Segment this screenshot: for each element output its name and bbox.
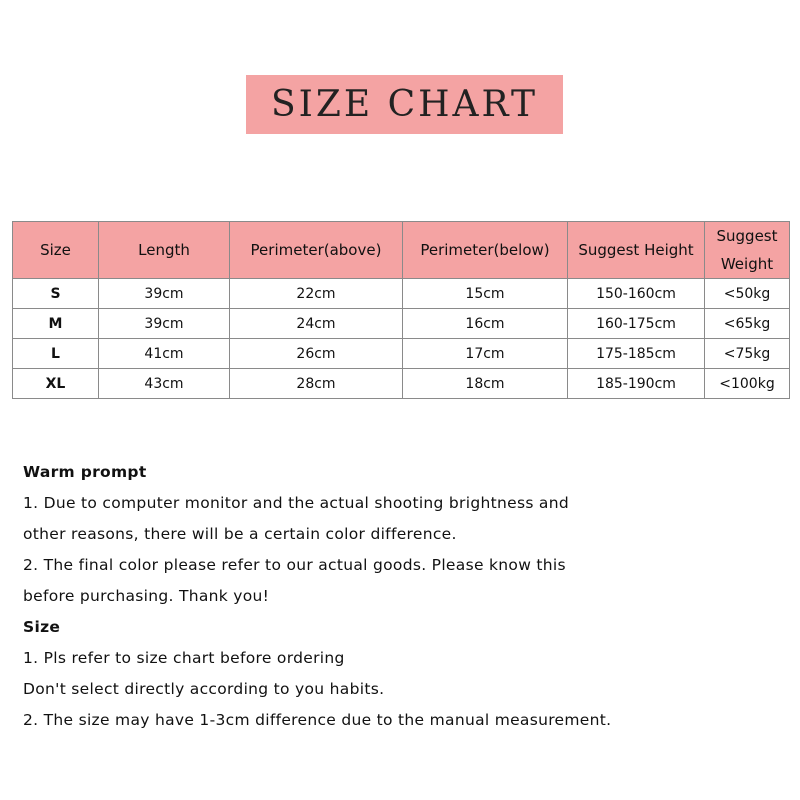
table-cell-height: 150-160cm [568,279,705,309]
table-cell-perimeter-above: 24cm [230,309,403,339]
table-cell-weight: <65kg [705,309,790,339]
table-cell-perimeter-below: 15cm [403,279,568,309]
table-cell-height: 175-185cm [568,339,705,369]
table-cell-size: M [13,309,99,339]
page-title: SIZE CHART [270,84,539,125]
table-row [13,369,790,399]
table-cell-length: 41cm [99,339,230,369]
table-row [13,339,790,369]
table-row [13,279,790,309]
header-suggest-height: Suggest Height [568,222,705,279]
warm-prompt-heading: Warm prompt [23,463,147,481]
table-cell-length: 39cm [99,279,230,309]
header-perimeter-above: Perimeter(above) [230,222,403,279]
table-cell-perimeter-below: 16cm [403,309,568,339]
size-chart-table [12,221,790,399]
header-length: Length [99,222,230,279]
warm-prompt-line: before purchasing. Thank you! [23,587,270,605]
table-cell-weight: <100kg [705,369,790,399]
table-cell-height: 185-190cm [568,369,705,399]
size-note-line: Don't select directly according to you habits. [23,680,385,698]
warm-prompt-line: 2. The final color please refer to our actual goods. Please know this [23,556,566,574]
table-cell-perimeter-above: 22cm [230,279,403,309]
warm-prompt-line: other reasons, there will be a certain color difference. [23,525,457,543]
header-perimeter-below: Perimeter(below) [403,222,568,279]
size-note-line: 2. The size may have 1-3cm difference due to the manual measurement. [23,711,612,729]
table-cell-height: 160-175cm [568,309,705,339]
table-cell-size: L [13,339,99,369]
size-heading: Size [23,618,61,636]
notes-section [23,457,793,736]
header-size: Size [13,222,99,279]
size-chart-title-banner [246,75,563,134]
table-cell-weight: <75kg [705,339,790,369]
warm-prompt-line: 1. Due to computer monitor and the actual shooting brightness and [23,494,569,512]
table-cell-length: 43cm [99,369,230,399]
table-cell-perimeter-above: 26cm [230,339,403,369]
table-cell-perimeter-above: 28cm [230,369,403,399]
size-note-line: 1. Pls refer to size chart before ordering [23,649,345,667]
table-cell-perimeter-below: 17cm [403,339,568,369]
table-row [13,309,790,339]
table-cell-weight: <50kg [705,279,790,309]
table-cell-size: XL [13,369,99,399]
table-cell-length: 39cm [99,309,230,339]
header-suggest-weight: Suggest Weight [705,222,790,279]
table-header-row [13,222,790,279]
table-cell-perimeter-below: 18cm [403,369,568,399]
table-cell-size: S [13,279,99,309]
